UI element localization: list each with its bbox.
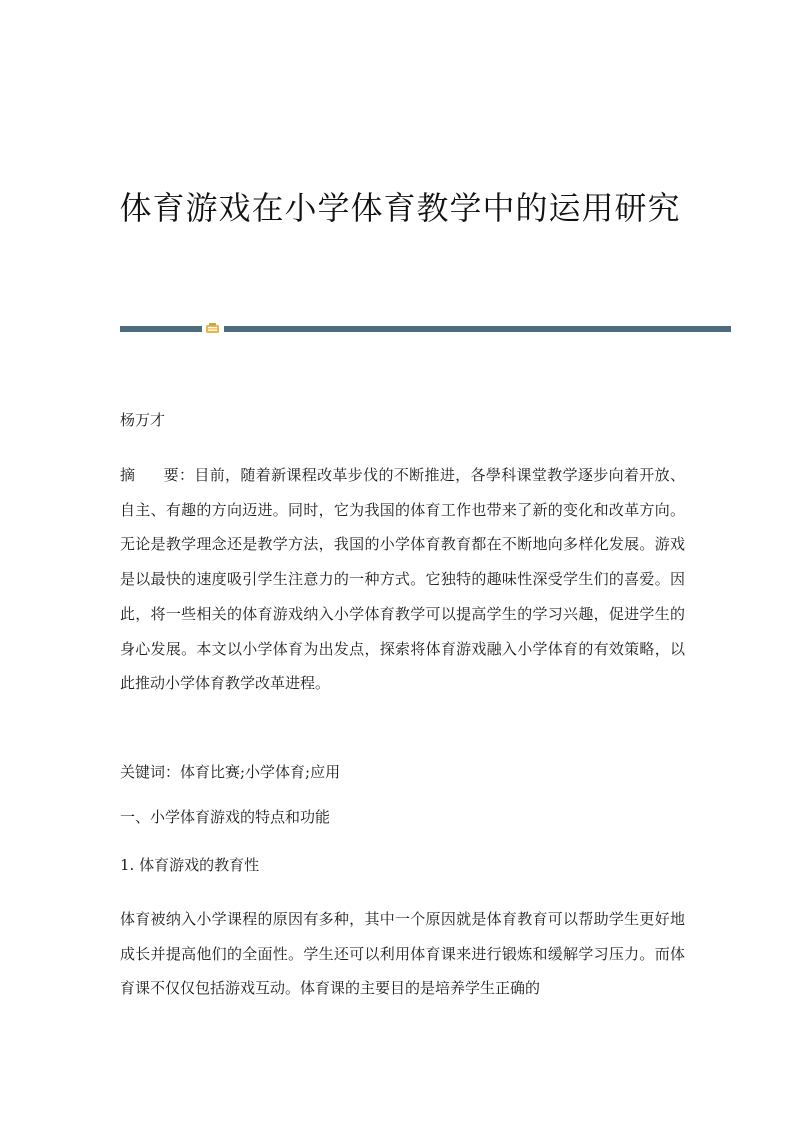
paper-title: 体育游戏在小学体育教学中的运用研究 xyxy=(119,189,681,227)
section-heading: 一、小学体育游戏的特点和功能 xyxy=(120,808,331,826)
abstract-text: 目前，随着新课程改革步伐的不断推进，各學科课堂教学逐步向着开放、自主、有趣的方向迈进。同时，它为我国的体育工作也带来了新的变化和改革方向。无论是教学理念还是教学方法，我国的小学体育教育都在不断地向多样化发展。游戏是以最快的速度吸引学生注意力的一种方式。它独特的趣味性深受学生们的喜爱。因此，将一些相关的体育游戏纳入小学体育教学可以提高学生的学习兴趣，促进学生的身心发展。本文以小学体育为出发点，探索将体育游戏融入小学体育的有效策略，以此推动小学体育教学改革进程。 xyxy=(120,466,685,693)
abstract-label-part2: 要： xyxy=(163,466,195,484)
subsection-heading: 1. 体育游戏的教育性 xyxy=(120,856,260,874)
pencil-icon xyxy=(205,322,220,335)
title-divider-right xyxy=(224,326,731,332)
body-paragraph: 体育被纳入小学课程的原因有多种，其中一个原因就是体育教育可以帮助学生更好地成长并提高他们的全面性。学生还可以利用体育课来进行锻炼和缓解学习压力。而体育课不仅仅包括游戏互动。体育课的主要目的是培养学生正确的 xyxy=(120,910,685,998)
author-name: 杨万才 xyxy=(120,411,166,429)
abstract-label-part1: 摘 xyxy=(120,466,136,484)
abstract xyxy=(120,458,685,701)
keywords: 关键词：体育比赛;小学体育;应用 xyxy=(120,763,341,781)
title-divider-left xyxy=(120,326,202,332)
